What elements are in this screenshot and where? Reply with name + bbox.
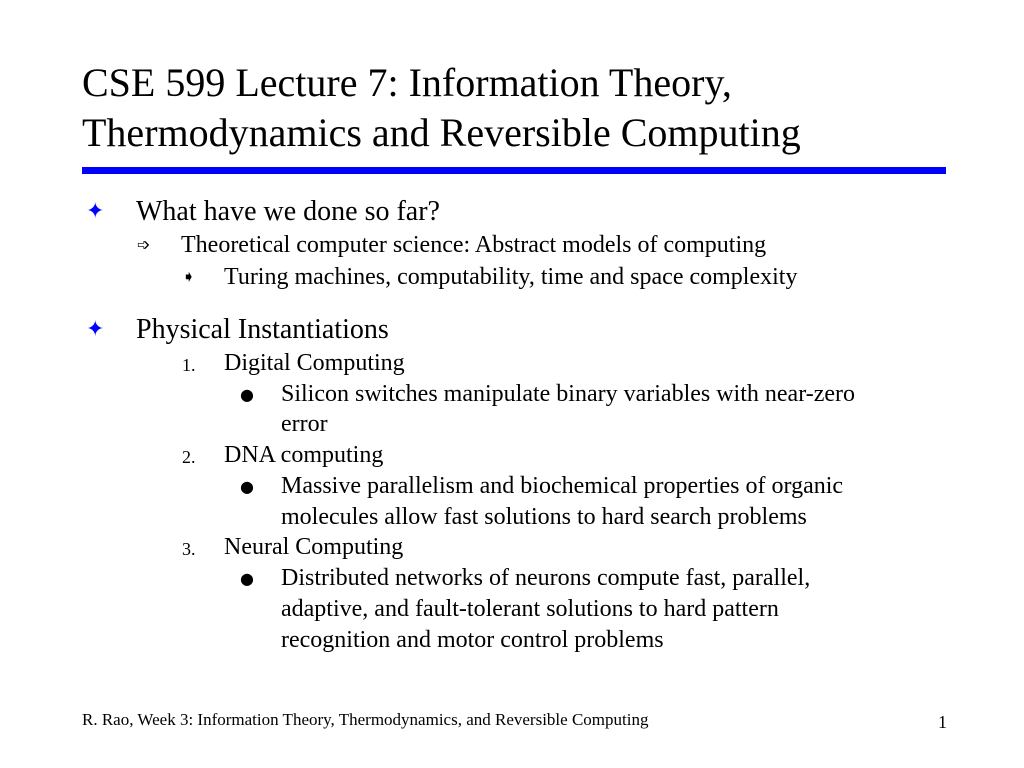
bullet-turing-machines: Turing machines, computability, time and space complexity (224, 264, 798, 290)
detail-line: error (281, 411, 328, 437)
bullet-theoretical-cs: Theoretical computer science: Abstract models of computing (181, 232, 767, 258)
bullet-dot-icon: ● (240, 477, 254, 496)
numbered-item-dna-computing: DNA computing (224, 442, 384, 468)
four-point-star-icon: ✦ (86, 317, 105, 342)
bullet-dot-icon: ● (240, 569, 254, 588)
slide-footer: R. Rao, Week 3: Information Theory, Thermodynamics, and Reversible Computing (82, 710, 649, 729)
outlined-arrow-icon: ➩ (137, 235, 151, 254)
page-number: 1 (938, 712, 947, 732)
bullet-dot-icon: ● (240, 385, 254, 404)
detail-line: molecules allow fast solutions to hard search problems (281, 504, 807, 530)
detail-line: recognition and motor control problems (281, 627, 664, 653)
numbered-item-digital-computing: Digital Computing (224, 350, 405, 376)
four-point-star-icon: ✦ (86, 199, 105, 224)
list-number-1: 1. (182, 355, 196, 375)
bullet-what-have-we-done: What have we done so far? (136, 196, 440, 227)
detail-line: adaptive, and fault-tolerant solutions to hard pattern (281, 596, 779, 622)
slide-title-line-1: CSE 599 Lecture 7: Information Theory, (82, 60, 732, 105)
numbered-item-neural-computing: Neural Computing (224, 534, 404, 560)
arrowhead-icon: ➧ (182, 267, 196, 286)
list-number-3: 3. (182, 539, 196, 559)
slide-title-line-2: Thermodynamics and Reversible Computing (82, 110, 801, 155)
detail-line: Silicon switches manipulate binary variables with near-zero (281, 381, 855, 407)
list-number-2: 2. (182, 447, 196, 467)
detail-line: Distributed networks of neurons compute fast, parallel, (281, 565, 811, 591)
detail-line: Massive parallelism and biochemical properties of organic (281, 473, 844, 499)
bullet-physical-instantiations: Physical Instantiations (136, 314, 389, 345)
